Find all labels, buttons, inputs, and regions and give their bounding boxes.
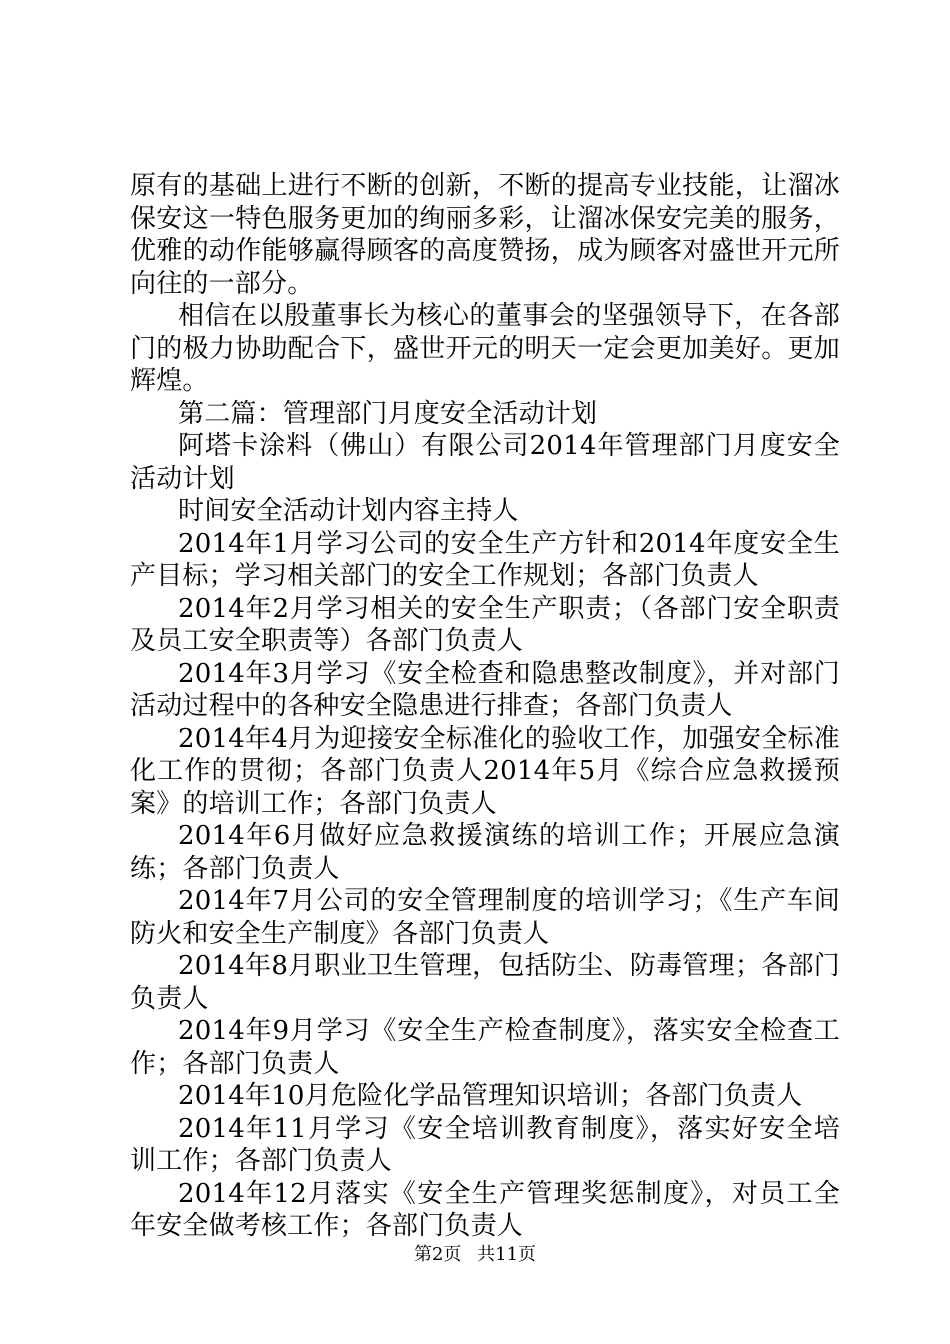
section-heading: 第二篇：管理部门月度安全活动计划: [178, 398, 598, 429]
plan-item-november: 2014年11月学习《安全培训教育制度》，落实好安全培训工作；各部门负责人: [130, 1113, 840, 1176]
document-body: [130, 170, 840, 1243]
plan-title: 阿塔卡涂料（佛山）有限公司2014年管理部门月度安全活动计划: [130, 431, 840, 494]
paragraph-closing: 相信在以殷董事长为核心的董事会的坚强领导下，在各部门的极力协助配合下，盛世开元的明天一定会更加美好。更加辉煌。: [130, 301, 840, 396]
plan-item-february: 2014年2月学习相关的安全生产职责；（各部门安全职责及员工安全职责等）各部门负责人: [130, 593, 840, 656]
plan-item-june: 2014年6月做好应急救援演练的培训工作；开展应急演练；各部门负责人: [130, 821, 840, 884]
plan-item-december: 2014年12月落实《安全生产管理奖惩制度》，对员工全年安全做考核工作；各部门负责人: [130, 1178, 840, 1241]
page-number: 第2页: [413, 1244, 462, 1265]
page-footer: [0, 1244, 950, 1266]
page-total: 共11页: [477, 1244, 537, 1265]
plan-item-october: 2014年10月危险化学品管理知识培训；各部门负责人: [178, 1081, 803, 1111]
plan-columns: 时间安全活动计划内容主持人: [178, 496, 519, 526]
plan-item-july: 2014年7月公司的安全管理制度的培训学习；《生产车间防火和安全生产制度》各部门负责人: [130, 886, 840, 949]
plan-item-march: 2014年3月学习《安全检查和隐患整改制度》，并对部门活动过程中的各种安全隐患进行排查；各部门负责人: [130, 658, 840, 721]
plan-item-april-may: 2014年4月为迎接安全标准化的验收工作，加强安全标准化工作的贯彻；各部门负责人2014年5月《综合应急救援预案》的培训工作；各部门负责人: [130, 723, 840, 819]
plan-item-january: 2014年1月学习公司的安全生产方针和2014年度安全生产目标；学习相关部门的安全工作规划；各部门负责人: [130, 528, 840, 591]
plan-item-august: 2014年8月职业卫生管理，包括防尘、防毒管理；各部门负责人: [130, 951, 840, 1014]
paragraph-intro-continued: 原有的基础上进行不断的创新，不断的提高专业技能，让溜冰保安这一特色服务更加的绚丽多彩，让溜冰保安完美的服务，优雅的动作能够赢得顾客的高度赞扬，成为顾客对盛世开元所向往的一部分。: [130, 171, 840, 299]
plan-item-september: 2014年9月学习《安全生产检查制度》，落实安全检查工作；各部门负责人: [130, 1016, 840, 1079]
